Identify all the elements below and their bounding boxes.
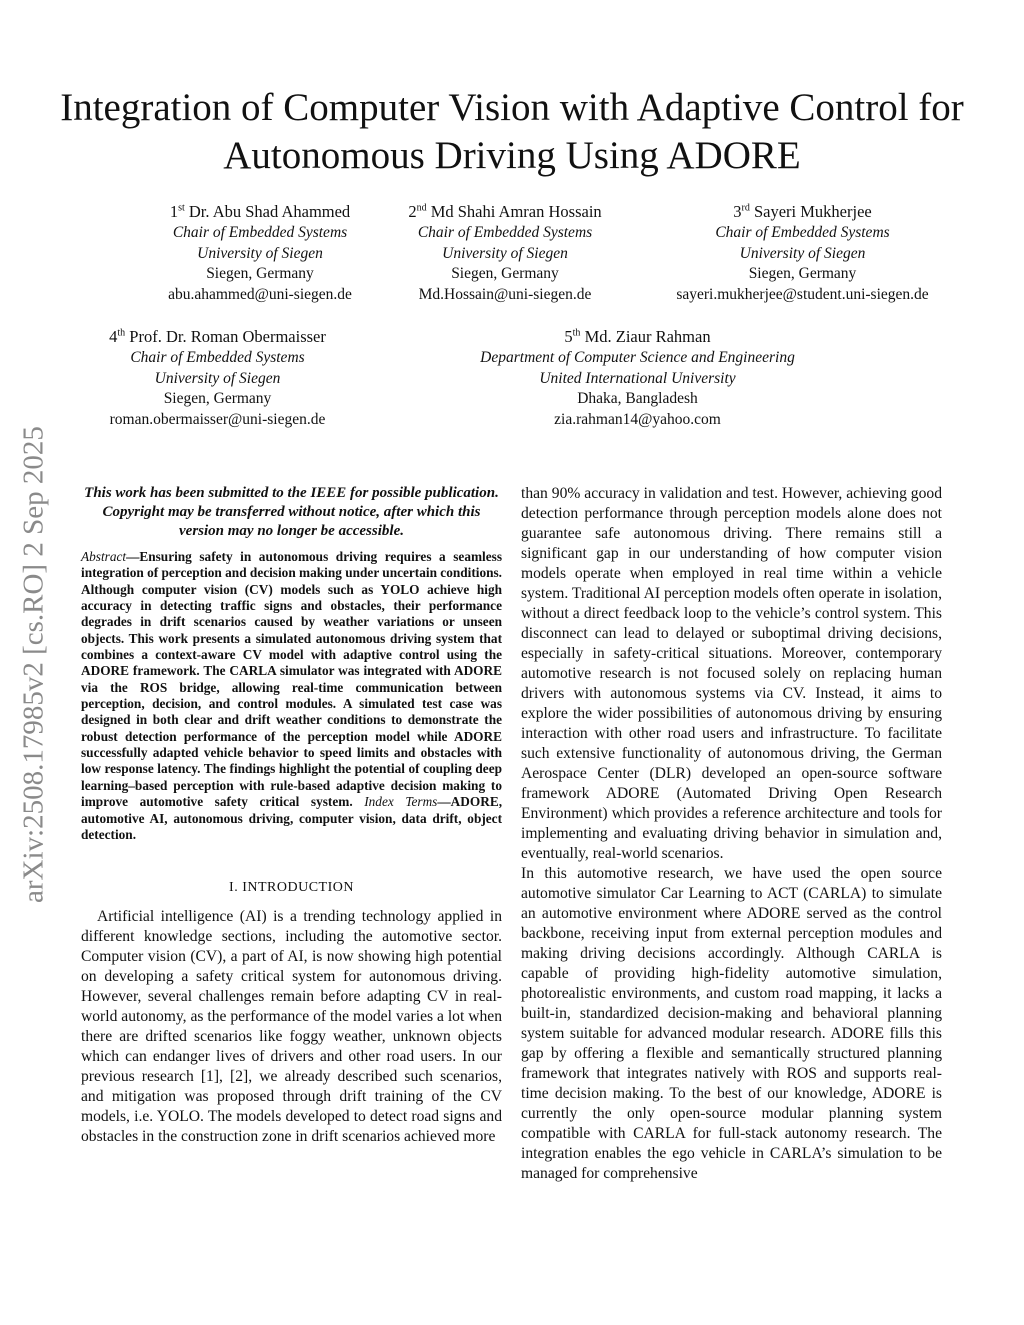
- section-heading: I. INTRODUCTION: [229, 880, 354, 896]
- paper-title: Integration of Computer Vision with Adaptive Control for Autonomous Driving Using ADORE: [60, 86, 964, 177]
- author-location: Siegen, Germany: [206, 265, 314, 283]
- intro-paragraph: Artificial intelligence (AI) is a trending technology applied in different knowledge sections, including the automotive sector. Computer vision (CV), a part of AI, is now showing high potential on developing a safety critical system for autonomous driving. However, several challenges remain before adapting CV in real-world autonomy, as the performance of the model varies a lot when there are drifted scenarios like foggy weather, unknown objects which can endanger lives of drivers and other road users. In our previous research [1], [2], we already described such scenarios, and mitigation was proposed through drift training of the CV models, i.e. YOLO. The models developed to detect road signs and obstacles in the construction zone in drift scenarios achieved more: [81, 908, 502, 1146]
- author-location: Siegen, Germany: [163, 390, 272, 408]
- section-title: INTRODUCTION: [242, 880, 354, 896]
- author-block: [420, 327, 855, 431]
- author-university: University of Siegen: [739, 244, 866, 262]
- author-location: Siegen, Germany: [748, 265, 857, 283]
- arxiv-side-stamp: arXiv:2508.17985v2 [cs.RO] 2 Sep 2025: [17, 426, 50, 904]
- author-location: Dhaka, Bangladesh: [577, 390, 698, 408]
- author-name: 3rd Sayeri Mukherjee: [733, 202, 872, 221]
- author-university: University of Siegen: [154, 369, 281, 387]
- author-department: Chair of Embedded Systems: [130, 348, 305, 366]
- author-email: abu.ahammed@uni-siegen.de: [168, 286, 352, 304]
- index-terms: ADORE, automotive AI, autonomous driving, computer vision, data drift, object detection.: [81, 794, 503, 842]
- index-terms-label: Index Terms: [364, 794, 438, 810]
- author-university: University of Siegen: [197, 244, 323, 262]
- author-name: 2nd Md Shahi Amran Hossain: [408, 202, 602, 221]
- author-name: 1st Dr. Abu Shad Ahammed: [169, 202, 351, 221]
- author-email: roman.obermaisser@uni-siegen.de: [109, 411, 326, 429]
- right-column: [521, 484, 942, 1184]
- abstract-label: Abstract: [81, 549, 127, 564]
- abstract-text: Ensuring safety in autonomous driving requires a seamless integration of perception and decision making under uncertain conditions. Although computer vision (CV) models such as YOLO achieve high accuracy in detecting traffic signs and obstacles, their performance degrades in drift scenarios caused by weather variations or unseen objects. This work presents a simulated autonomous driving system that combines a context-aware CV model with adaptive control using the ADORE framework. The CARLA simulator was integrated with ADORE via the ROS bridge, allowing real-time communication between perception, decision, and control modules. A simulated test case was designed in both clear and drift weather conditions to demonstrate the robust detection performance of the perception model while ADORE successfully adapted vehicle behavior to speed limits and obstacles with low response latency. The findings highlight the potential of coupling deep learning–based perception with rule-based adaptive decision making to improve automotive safety critical system.: [81, 549, 502, 810]
- author-university: University of Siegen: [442, 244, 568, 262]
- left-column: [81, 484, 502, 1147]
- author-email: sayeri.mukherjee@student.uni-siegen.de: [676, 286, 929, 304]
- author-block: [640, 202, 965, 306]
- author-block: [340, 202, 670, 306]
- author-department: Chair of Embedded Systems: [417, 223, 593, 241]
- author-block: [60, 327, 375, 431]
- author-email: zia.rahman14@yahoo.com: [554, 411, 721, 429]
- submission-notice: This work has been submitted to the IEEE for possible publication. Copyright may be transferred without notice, after which this version may no longer be accessible.: [84, 485, 499, 539]
- author-department: Chair of Embedded Systems: [172, 223, 348, 241]
- author-department: Department of Computer Science and Engineering: [480, 348, 795, 366]
- author-university: United International University: [539, 369, 736, 387]
- author-email: Md.Hossain@uni-siegen.de: [418, 286, 592, 304]
- author-name: 5th Md. Ziaur Rahman: [564, 327, 711, 346]
- author-location: Siegen, Germany: [451, 265, 559, 283]
- abstract: Abstract—Ensuring safety in autonomous driving requires a seamless integration of perception and decision making under uncertain conditions. Although computer vision (CV) models such as YOLO achieve high accuracy in detecting traffic signs and obstacles, their performance degrades in drift scenarios caused by weather variations or unseen objects. This work presents a simulated autonomous driving system that combines a context-aware CV model with adaptive control using the ADORE framework. The CARLA simulator was integrated with ADORE via the ROS bridge, allowing real-time communication between perception, decision, and control modules. A simulated test case was designed in both clear and drift weather conditions to demonstrate the robust detection performance of the perception model while ADORE successfully adapted vehicle behavior to speed limits and obstacles with low response latency. The findings highlight the potential of coupling deep learning–based perception with rule-based adaptive decision making to improve automotive safety critical system. Index Terms—ADORE, automotive AI, autonomous driving, computer vision, data drift, object detection.: [81, 549, 503, 842]
- intro-paragraph: In this automotive research, we have used the open source automotive simulator Car Learning to ACT (CARLA) to simulate an automotive environment where ADORE served as the control backbone, receiving input from external perception modules and making driving decisions accordingly. Although CARLA is capable of providing high-fidelity automotive simulation, photorealistic environments, and custom road mapping, it lacks a built-in, standardized decision-making and behavioral planning system suitable for advanced modular research. ADORE fills this gap by offering a flexible and semantically structured planning framework that integrates natively with ROS and supports real-time decision making. To the best of our knowledge, ADORE is currently the only open-source modular planning system compatible with CARLA for full-stack autonomy research. The integration enables the ego vehicle in CARLA’s simulation to be managed for comprehensive: [521, 865, 942, 1182]
- author-department: Chair of Embedded Systems: [715, 223, 890, 241]
- author-name: 4th Prof. Dr. Roman Obermaisser: [109, 327, 326, 346]
- intro-paragraph: than 90% accuracy in validation and test. However, achieving good detection performance through perception models alone does not guarantee safe autonomous driving. There remains still a significant gap in our understanding of how computer vision models operate when employed in real time within a vehicle system. Traditional AI perception models often operate in isolation, without a direct feedback loop to the vehicle’s control system. This disconnect can lead to delayed or suboptimal driving decisions, especially in safety-critical situations. Moreover, contemporary automotive research is not focused solely on replacing human drivers with autonomous systems via CV. Instead, it aims to explore the wider possibilities of autonomous driving by ensuring interaction with other road users and infrastructure. To facilitate such extensive functionality of autonomous driving, the German Aerospace Center (DLR) developed an open-source software framework ADORE (Automated Driving Open Research Environment) which provides a reference architecture and tools for implementing and evaluating driving behavior in simulation and, eventually, real-world scenarios.: [521, 485, 942, 862]
